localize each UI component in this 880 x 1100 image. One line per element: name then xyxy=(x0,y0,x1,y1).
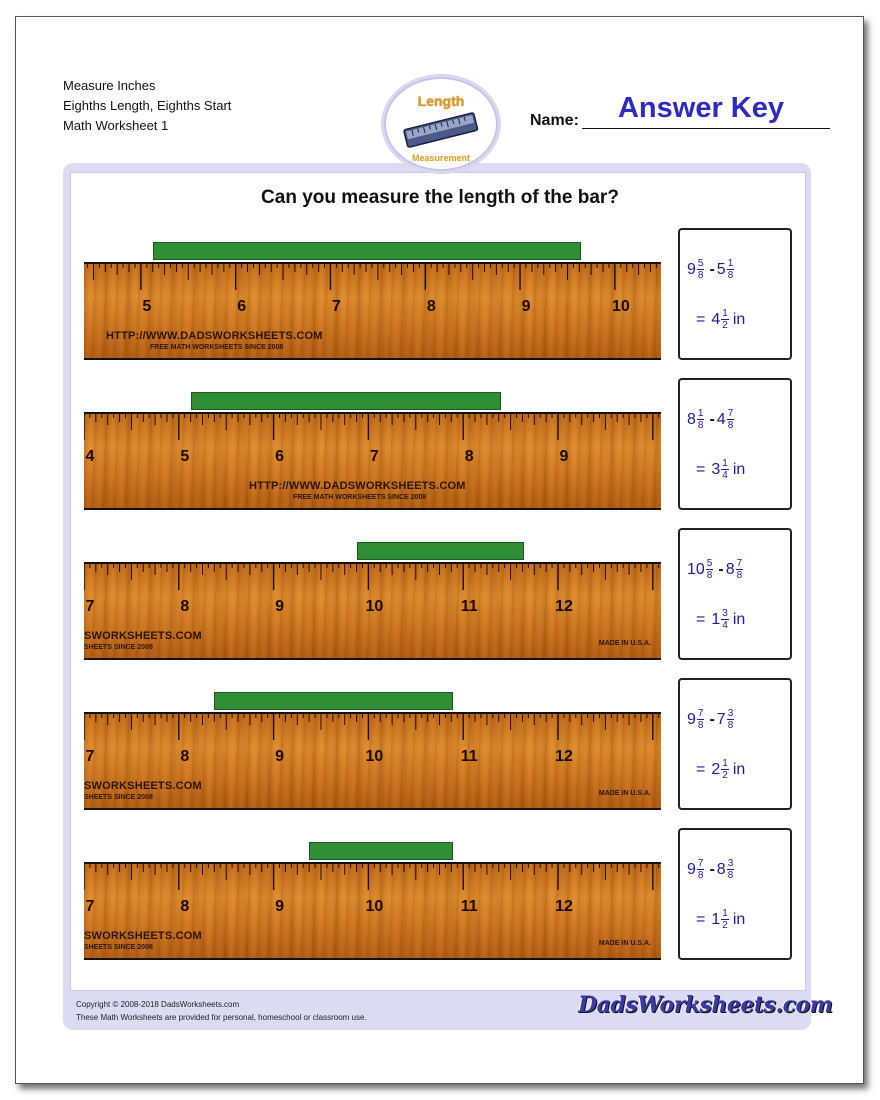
start-denominator: 8 xyxy=(727,270,734,281)
answer-box xyxy=(678,378,792,510)
inch-label: 5 xyxy=(142,298,152,315)
start-whole: 7 xyxy=(716,710,726,728)
start-denominator: 8 xyxy=(727,420,734,431)
inch-label: 8 xyxy=(180,598,190,615)
result-whole: 3 xyxy=(711,460,721,478)
logo-subtitle: Measurement xyxy=(411,153,471,163)
ruler-brand-url: HTTP://WWW.DADSWORKSHEETS.COM xyxy=(249,480,466,492)
name-label: Name: xyxy=(530,112,579,129)
ruler-brand-tagline: SHEETS SINCE 2008 xyxy=(84,644,153,651)
end-denominator: 8 xyxy=(697,870,704,881)
dadsworksheets-logo: DadsWorksheets.com xyxy=(578,992,833,1018)
wooden-ruler xyxy=(84,412,661,510)
measure-bar xyxy=(153,242,582,260)
result-fraction xyxy=(721,908,729,931)
answer-result xyxy=(696,458,745,481)
ruler-brand-tagline: SHEETS SINCE 2008 xyxy=(84,794,153,801)
answer-result xyxy=(696,908,745,931)
question-title: Can you measure the length of the bar? xyxy=(261,187,619,208)
start-fraction xyxy=(727,708,735,731)
heading-line-2: Eighths Length, Eighths Start xyxy=(63,98,232,113)
result-whole: 2 xyxy=(711,760,721,778)
equals-sign: = xyxy=(696,760,706,778)
minus-sign: - xyxy=(709,410,715,428)
unit-label: in xyxy=(732,310,746,328)
end-numerator: 7 xyxy=(697,858,704,869)
inch-label: 10 xyxy=(365,898,384,915)
footer-copyright xyxy=(76,998,367,1024)
start-numerator: 3 xyxy=(727,708,734,719)
end-fraction xyxy=(697,408,705,431)
unit-label: in xyxy=(732,610,746,628)
problem-row xyxy=(0,528,880,668)
measure-bar xyxy=(191,392,501,410)
answer-box xyxy=(678,528,792,660)
inch-label: 12 xyxy=(555,748,573,765)
equals-sign: = xyxy=(696,610,706,628)
end-fraction xyxy=(706,558,714,581)
start-whole: 5 xyxy=(716,260,726,278)
result-whole: 1 xyxy=(711,910,721,928)
answer-result xyxy=(696,608,745,631)
inch-label: 6 xyxy=(275,448,285,465)
inch-label: 12 xyxy=(555,598,573,615)
end-numerator: 5 xyxy=(697,258,704,269)
name-line xyxy=(582,128,830,129)
result-whole: 1 xyxy=(711,610,721,628)
end-denominator: 8 xyxy=(706,570,713,581)
problem-row xyxy=(0,378,880,518)
inch-label: 9 xyxy=(275,898,285,915)
inch-label: 7 xyxy=(85,748,95,765)
result-denominator: 4 xyxy=(722,470,728,481)
inch-label: 7 xyxy=(332,298,341,315)
answer-box xyxy=(678,228,792,360)
start-fraction xyxy=(727,258,735,281)
result-numerator: 1 xyxy=(722,458,728,469)
result-fraction xyxy=(721,608,729,631)
equals-sign: = xyxy=(696,460,706,478)
result-denominator: 4 xyxy=(722,620,728,631)
inch-label: 7 xyxy=(85,598,95,615)
end-numerator: 7 xyxy=(697,708,704,719)
answer-subtraction xyxy=(687,558,744,581)
minus-sign: - xyxy=(709,860,715,878)
result-denominator: 2 xyxy=(722,320,728,331)
measure-bar xyxy=(309,842,453,860)
minus-sign: - xyxy=(709,710,715,728)
answer-box xyxy=(678,678,792,810)
ruler-icon xyxy=(401,111,481,151)
start-whole: 8 xyxy=(716,860,726,878)
unit-label: in xyxy=(732,760,746,778)
answer-subtraction xyxy=(687,258,735,281)
wooden-ruler xyxy=(84,712,661,810)
start-numerator: 7 xyxy=(736,558,743,569)
start-numerator: 3 xyxy=(727,858,734,869)
inch-label: 7 xyxy=(85,898,95,915)
inch-label: 10 xyxy=(365,598,384,615)
worksheet-heading xyxy=(63,76,231,136)
result-fraction xyxy=(721,458,729,481)
ruler-brand-tagline: FREE MATH WORKSHEETS SINCE 2008 xyxy=(150,344,284,351)
inch-label: 8 xyxy=(464,448,474,465)
inch-label: 8 xyxy=(426,298,436,315)
ruler-brand-url: SWORKSHEETS.COM xyxy=(84,630,202,642)
problem-row xyxy=(0,678,880,818)
usage-note: These Math Worksheets are provided for personal, homeschool or classroom use. xyxy=(76,1013,367,1022)
equals-sign: = xyxy=(696,310,706,328)
end-denominator: 8 xyxy=(697,420,704,431)
length-measurement-logo xyxy=(381,74,501,174)
made-in-usa-text: MADE IN U.S.A. xyxy=(598,640,651,647)
heading-line-3: Math Worksheet 1 xyxy=(63,118,169,133)
problem-row xyxy=(0,228,880,368)
end-denominator: 8 xyxy=(697,720,704,731)
start-fraction xyxy=(736,558,744,581)
start-numerator: 7 xyxy=(727,408,734,419)
end-fraction xyxy=(697,258,705,281)
answer-result xyxy=(696,758,745,781)
answer-box xyxy=(678,828,792,960)
result-numerator: 1 xyxy=(722,908,728,919)
result-fraction xyxy=(721,758,729,781)
end-numerator: 1 xyxy=(697,408,704,419)
end-whole: 10 xyxy=(687,560,705,578)
start-whole: 4 xyxy=(716,410,726,428)
result-numerator: 1 xyxy=(722,758,728,769)
start-denominator: 8 xyxy=(736,570,743,581)
start-denominator: 8 xyxy=(727,870,734,881)
result-denominator: 2 xyxy=(722,920,728,931)
answer-subtraction xyxy=(687,708,735,731)
wooden-ruler xyxy=(84,262,661,360)
end-denominator: 8 xyxy=(697,270,704,281)
inch-label: 11 xyxy=(460,898,478,915)
result-numerator: 1 xyxy=(722,308,728,319)
wooden-ruler xyxy=(84,562,661,660)
start-whole: 8 xyxy=(725,560,735,578)
inch-label: 9 xyxy=(275,598,285,615)
end-numerator: 5 xyxy=(706,558,713,569)
result-fraction xyxy=(721,308,729,331)
logo-title: Length xyxy=(417,93,465,109)
inch-label: 9 xyxy=(559,448,569,465)
minus-sign: - xyxy=(718,560,724,578)
inch-label: 8 xyxy=(180,748,190,765)
result-whole: 4 xyxy=(711,310,721,328)
inch-label: 11 xyxy=(460,598,478,615)
equals-sign: = xyxy=(696,910,706,928)
answer-result xyxy=(696,308,745,331)
made-in-usa-text: MADE IN U.S.A. xyxy=(598,790,651,797)
inch-label: 7 xyxy=(369,448,379,465)
ruler-brand-url: HTTP://WWW.DADSWORKSHEETS.COM xyxy=(106,330,323,342)
wooden-ruler xyxy=(84,862,661,960)
inch-label: 11 xyxy=(460,748,478,765)
result-numerator: 3 xyxy=(722,608,728,619)
heading-line-1: Measure Inches xyxy=(63,78,156,93)
end-whole: 8 xyxy=(687,410,696,428)
inch-label: 10 xyxy=(365,748,384,765)
end-whole: 9 xyxy=(687,860,696,878)
inch-label: 4 xyxy=(85,448,95,465)
made-in-usa-text: MADE IN U.S.A. xyxy=(598,940,651,947)
inch-label: 9 xyxy=(521,298,531,315)
answer-subtraction xyxy=(687,408,735,431)
ruler-brand-url: SWORKSHEETS.COM xyxy=(84,930,202,942)
start-fraction xyxy=(727,858,735,881)
inch-label: 8 xyxy=(180,898,190,915)
ruler-brand-url: SWORKSHEETS.COM xyxy=(84,780,202,792)
start-fraction xyxy=(727,408,735,431)
inch-label: 10 xyxy=(611,298,630,315)
start-denominator: 8 xyxy=(727,720,734,731)
end-whole: 9 xyxy=(687,710,696,728)
inch-label: 5 xyxy=(180,448,190,465)
end-fraction xyxy=(697,708,705,731)
end-whole: 9 xyxy=(687,260,696,278)
problem-row xyxy=(0,828,880,968)
inch-label: 9 xyxy=(275,748,285,765)
ruler-brand-tagline: SHEETS SINCE 2008 xyxy=(84,944,153,951)
unit-label: in xyxy=(732,910,746,928)
copyright-text: Copyright © 2008-2018 DadsWorksheets.com xyxy=(76,1000,240,1009)
end-fraction xyxy=(697,858,705,881)
measure-bar xyxy=(357,542,525,560)
result-denominator: 2 xyxy=(722,770,728,781)
measure-bar xyxy=(214,692,453,710)
name-answer-key: Answer Key xyxy=(617,92,784,124)
start-numerator: 1 xyxy=(727,258,734,269)
inch-label: 12 xyxy=(555,898,573,915)
answer-subtraction xyxy=(687,858,735,881)
inch-label: 6 xyxy=(237,298,247,315)
minus-sign: - xyxy=(709,260,715,278)
ruler-brand-tagline: FREE MATH WORKSHEETS SINCE 2008 xyxy=(293,494,427,501)
unit-label: in xyxy=(732,460,746,478)
